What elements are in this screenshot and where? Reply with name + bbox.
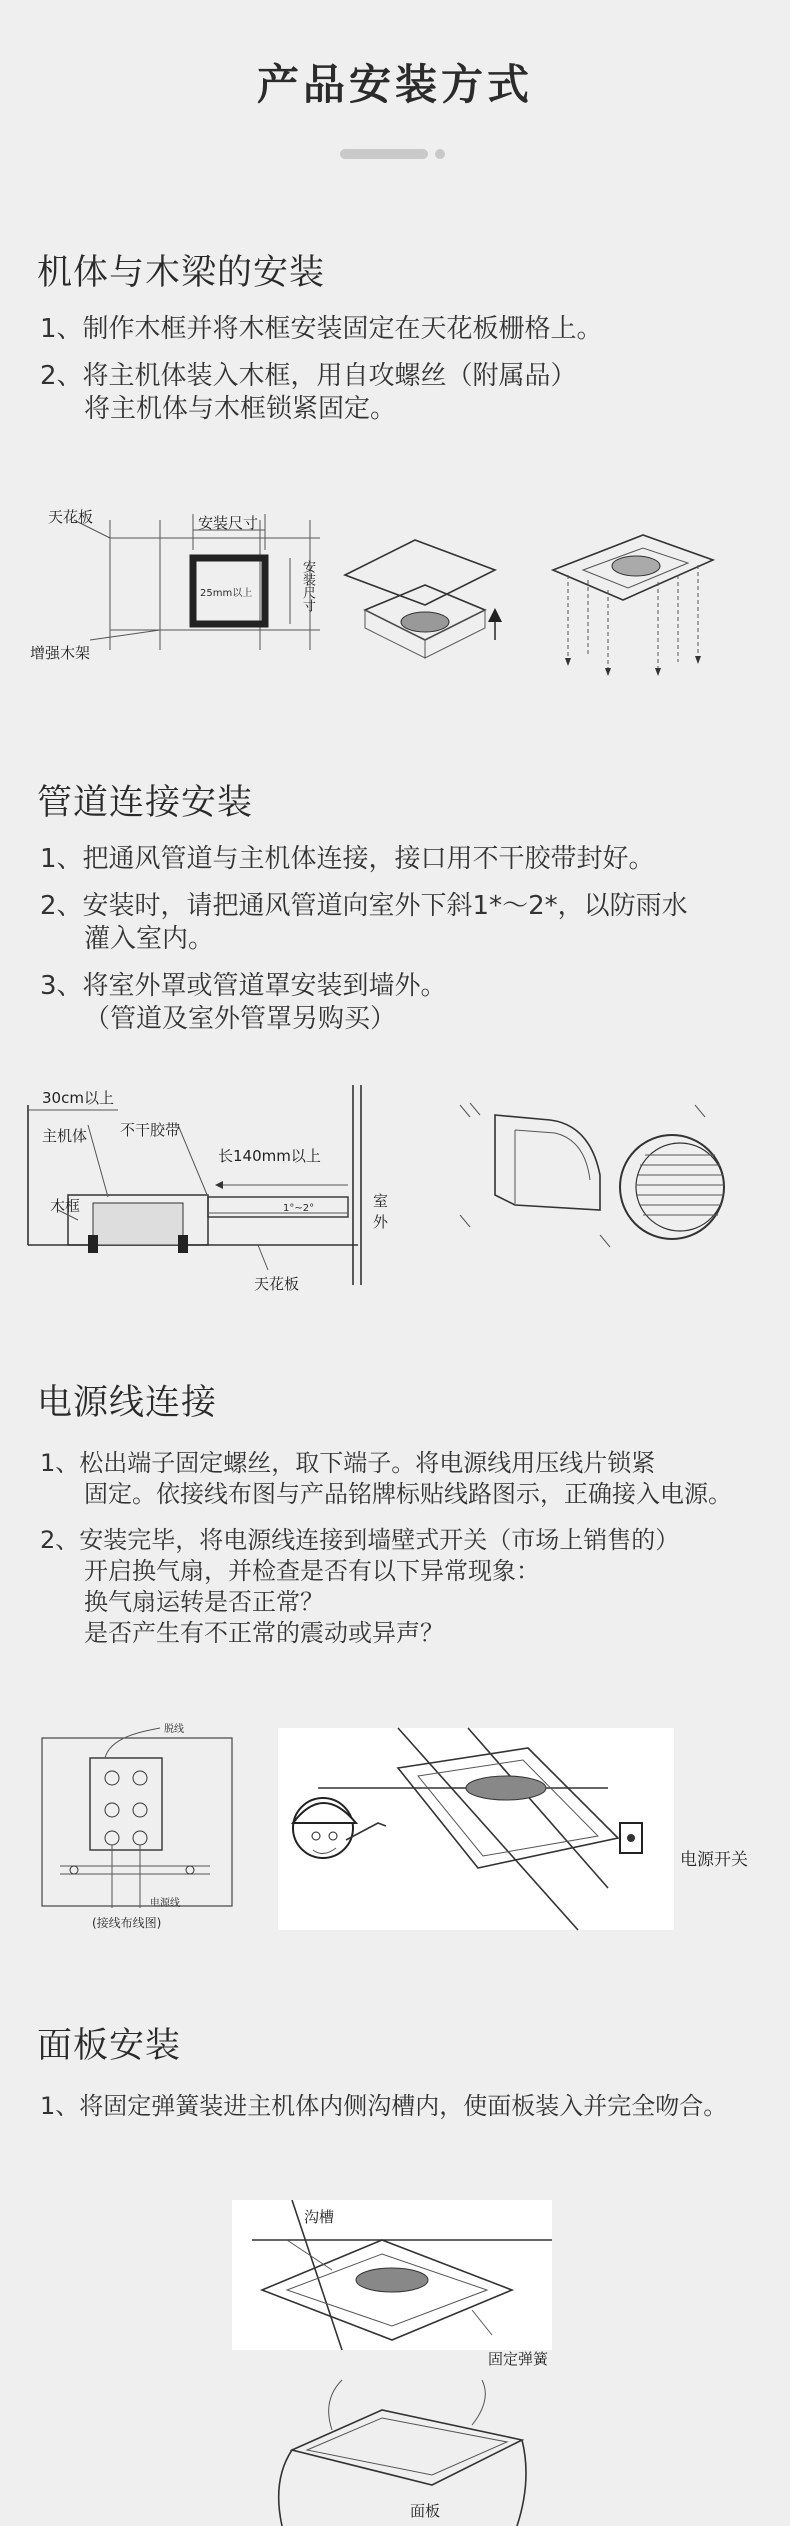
step-line: 1、将固定弹簧装进主机体内侧沟槽内，使面板装入并完全吻合。 [40,2092,728,2120]
step-text [40,2090,790,2123]
step-line: 开启换气扇，并检查是否有以下异常现象： [84,1557,540,1585]
step-text [40,1525,790,1649]
label-install-size-side: 安装尺寸 [300,560,315,612]
section-heading-body-install: 机体与木梁的安装 [37,253,326,293]
step-line: 固定。依接线布图与产品铭牌标贴线路图示，正确接入电源。 [84,1480,732,1508]
switch-test-illustration [278,1728,674,1930]
section-heading-power: 电源线连接 [37,1383,218,1423]
step-line: 2、将主机体装入木框，用自攻螺丝（附属品） [40,361,577,391]
step-text [40,890,775,956]
step-text [40,360,775,426]
label-ceiling: 天花板 [48,508,94,526]
page-title: 产品安装方式 [256,60,533,109]
panel-install-illustration [232,2200,592,2526]
step-line: 换气扇运转是否正常？ [84,1588,324,1616]
step-line: 2、安装时，请把通风管道向室外下斜1*～2*，以防雨水 [40,891,688,921]
wiring-diagram [40,1718,270,1933]
label-tape: 不干胶带 [120,1121,181,1139]
step-line: （管道及室外管罩另购买） [84,1004,397,1034]
label-wood-frame: 木框 [50,1197,81,1215]
label-spring: 固定弹簧 [488,2350,549,2368]
label-inner-size: 25mm以上 [200,588,253,599]
step-line: 1、松出端子固定螺丝，取下端子。将电源线用压线片锁紧 [40,1449,656,1477]
step-line: 3、将室外罩或管道罩安装到墙外。 [40,971,447,1001]
duct-side-diagram [28,1085,418,1295]
title-decoration [340,146,450,162]
outdoor-hood-illustration [440,1095,730,1265]
section-heading-duct: 管道连接安装 [37,783,254,823]
label-length: 长140mm以上 [218,1147,321,1165]
step-text [40,843,775,876]
step-text [40,970,775,1036]
step-text [40,1448,790,1510]
label-install-size: 安装尺寸 [198,514,259,532]
label-main-body: 主机体 [42,1127,88,1145]
step-line: 1、把通风管道与主机体连接，接口用不干胶带封好。 [40,844,655,874]
step-line: 1、制作木框并将木框安装固定在天花板栅格上。 [40,314,603,344]
step-line: 将主机体与木框锁紧固定。 [84,394,397,424]
step-line: 灌入室内。 [84,924,215,954]
label-clearance: 30cm以上 [42,1089,114,1107]
step-line: 2、安装完毕，将电源线连接到墙壁式开关（市场上销售的） [40,1526,680,1554]
wiring-caption: (接线布线图) [92,1916,162,1930]
step-line: 是否产生有不正常的震动或异声？ [84,1619,444,1647]
frame-install-diagram [30,490,330,680]
label-ceiling-2: 天花板 [254,1275,300,1293]
label-reinforce-frame: 增强木架 [30,644,91,662]
label-panel: 面板 [410,2502,441,2520]
section-heading-panel: 面板安装 [37,2026,182,2066]
screw-fix-illustration [548,530,718,680]
label-slope: 1°~2° [283,1203,315,1214]
body-insert-illustration [345,530,495,670]
label-outdoor: 室外 [373,1192,389,1231]
label-power-cord: 电源线 [150,1898,180,1909]
step-text [40,313,775,346]
label-power-switch: 电源开关 [680,1850,748,1870]
label-groove: 沟槽 [304,2208,335,2226]
label-wire-in: 脱线 [164,1724,184,1735]
